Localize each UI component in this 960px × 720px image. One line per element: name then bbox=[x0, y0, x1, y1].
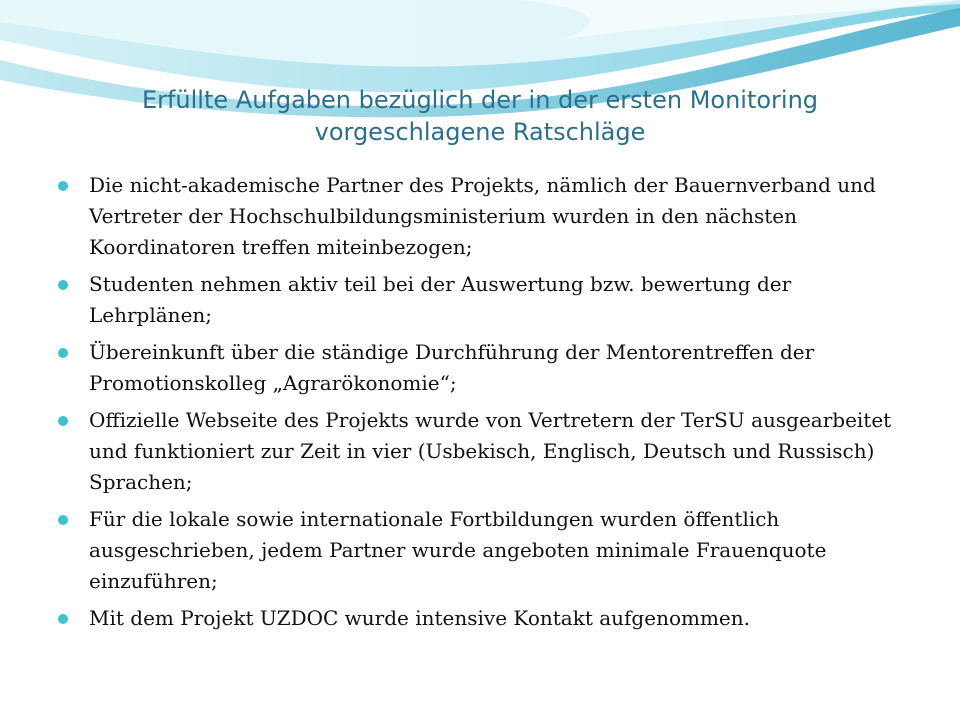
bullet-dot-icon bbox=[58, 515, 68, 525]
bullet-item bbox=[56, 603, 906, 634]
slide-title: Erfüllte Aufgaben bezüglich der in der ersten Monitoring vorgeschlagene Ratschläge bbox=[141, 86, 819, 146]
bullet-dot-icon bbox=[58, 348, 68, 358]
bullet-item bbox=[56, 170, 906, 263]
bullet-dot-icon bbox=[58, 280, 68, 290]
bullet-text: Mit dem Projekt UZDOC wurde intensive Kontakt aufgenommen. bbox=[89, 606, 750, 630]
bullet-item bbox=[56, 337, 906, 399]
bullet-dot-icon bbox=[58, 416, 68, 426]
bullet-text: Studenten nehmen aktiv teil bei der Auswertung bzw. bewertung der Lehrplänen; bbox=[89, 272, 792, 327]
bullet-text: Die nicht-akademische Partner des Projekts, nämlich der Bauernverband und Vertreter der Hochschulbildungsministerium wurden in den nächsten Koordinatoren treffen miteinbezogen; bbox=[89, 173, 876, 259]
bullet-item bbox=[56, 269, 906, 331]
bullet-item bbox=[56, 504, 906, 597]
bullet-text: Offizielle Webseite des Projekts wurde von Vertretern der TerSU ausgearbeitet und funktioniert zur Zeit in vier (Usbekisch, Englisch, Deutsch und Russisch) Sprachen; bbox=[89, 408, 892, 494]
bullet-dot-icon bbox=[58, 181, 68, 191]
bullet-item bbox=[56, 405, 906, 498]
bullet-text: Übereinkunft über die ständige Durchführung der Mentorentreffen der Promotionskolleg „Agrarökonomie“; bbox=[89, 340, 815, 395]
bullet-list bbox=[56, 170, 906, 640]
bullet-text: Für die lokale sowie internationale Fortbildungen wurden öffentlich ausgeschrieben, jedem Partner wurde angeboten minimale Frauenquote einzuführen; bbox=[89, 507, 827, 593]
bullet-dot-icon bbox=[58, 614, 68, 624]
